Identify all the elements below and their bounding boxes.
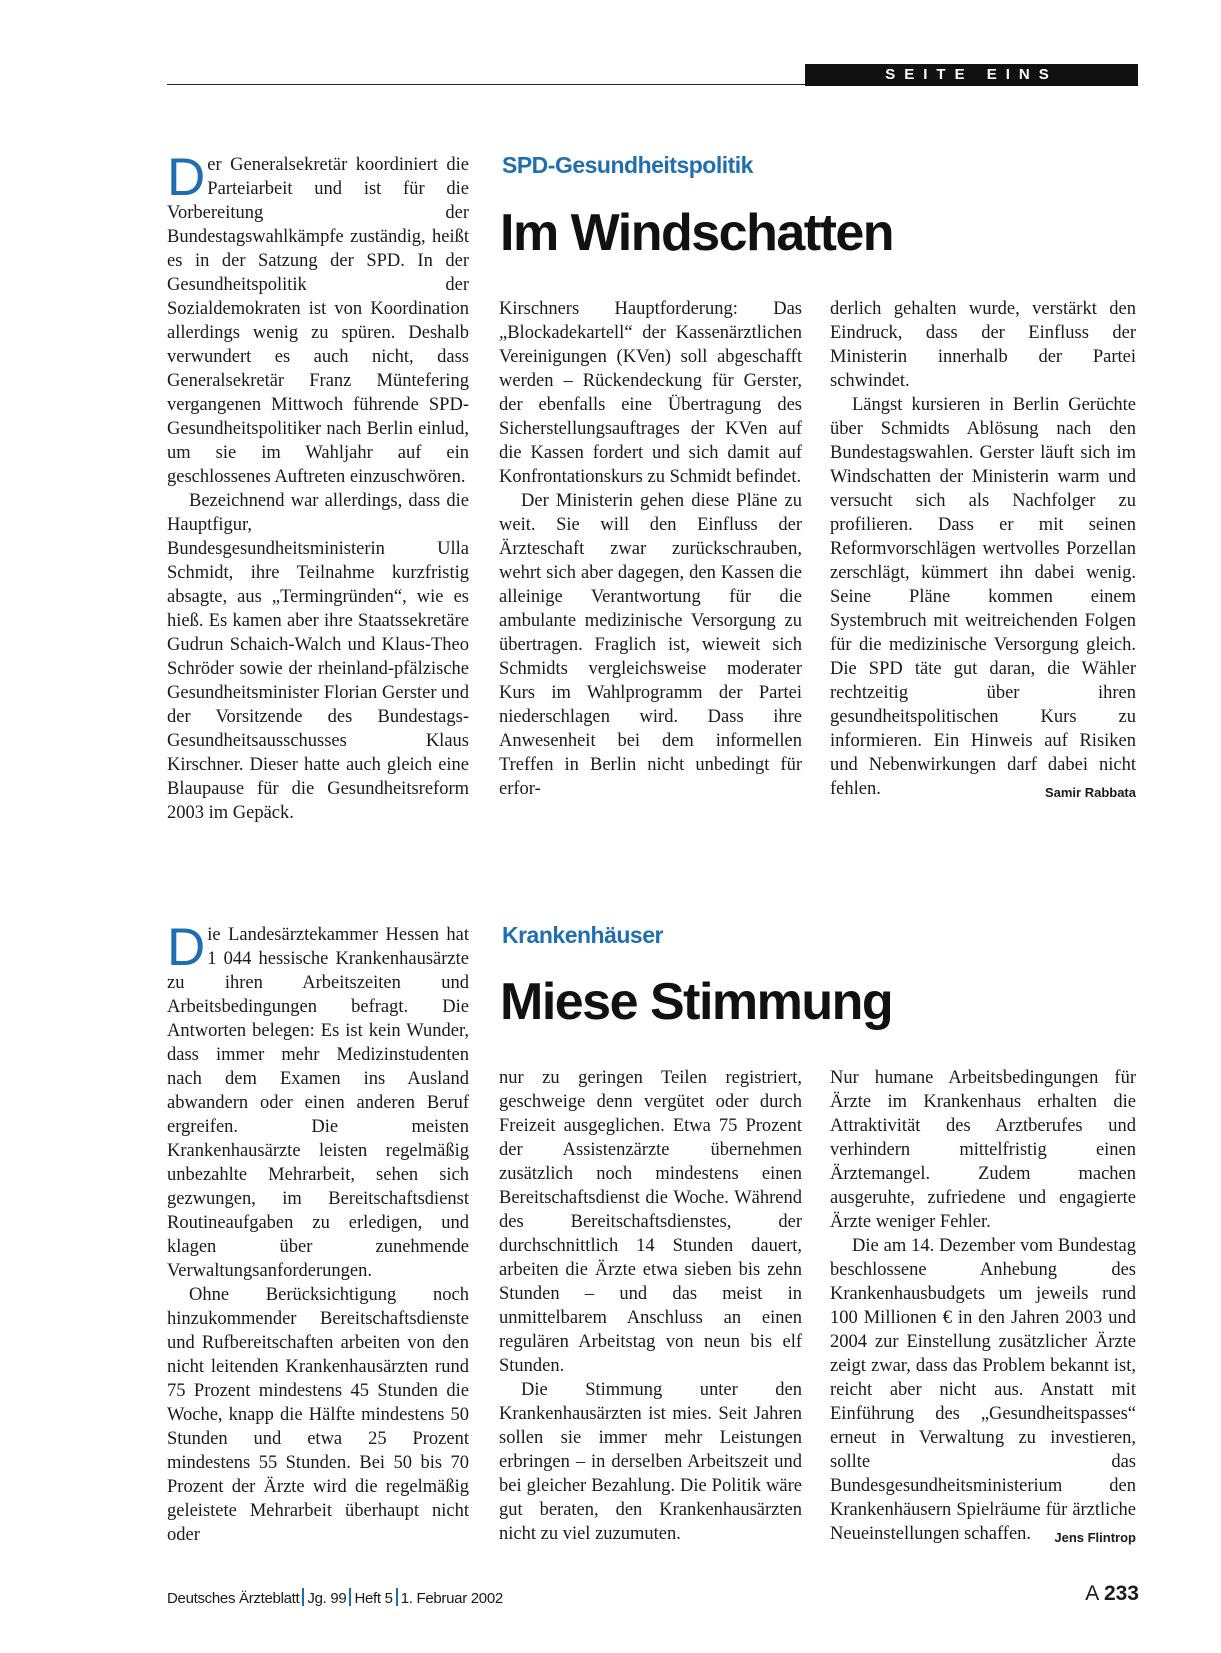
separator	[349, 1588, 351, 1606]
article1-col3-p1: derlich gehalten wurde, verstärkt den Eindruck, dass der Einfluss der Ministerin innerhalb der Partei schwindet.	[830, 299, 1136, 391]
separator	[302, 1588, 304, 1606]
article2-headline: Miese Stimmung	[500, 973, 893, 1031]
byline: Jens Flintrop	[1054, 1530, 1136, 1545]
article1-col1-p2: Bezeichnend war allerdings, dass die Hauptfigur, Bundesgesundheitsministerin Ulla Schmidt, ihre Teilnahme kurzfristig absagte, aus „Termingründen“, wie es hieß. Es kamen aber ihre Staatssekretäre Gudrun Schaich-Walch und Klaus-Theo Schröder sowie der rheinland-pfälzische Gesundheitsminister Florian Gerster und der Vorsitzende des Bundestags-Gesundheitsausschusses Klaus Kirschner. Dieser hatte auch gleich eine Blaupause für die Gesundheitsreform 2003 im Gepäck.	[167, 491, 469, 823]
volume: Jg. 99	[307, 1590, 347, 1607]
footer-citation	[167, 1588, 503, 1607]
article1-col2-p1: Kirschners Hauptforderung: Das „Blockadekartell“ der Kassenärztlichen Vereinigungen (KVen) soll abgeschafft werden – Rückendeckung für Gerster, der ebenfalls eine Übertragung des Sicherstellungsauftrages der KVen auf die Kassen fordert und sich damit auf Konfrontationskurs zu Schmidt befindet.	[499, 299, 802, 487]
dropcap: D	[167, 148, 206, 207]
article1-col3-p2	[830, 393, 1136, 801]
article1-col2-p2: Der Ministerin gehen diese Pläne zu weit. Sie will den Einfluss der Ärzteschaft zwar zurückschrauben, wehrt sich aber dagegen, den Kassen die alleinige Verantwortung für die ambulante medizinische Versorgung zu übertragen. Fraglich ist, wieweit sich Schmidts vergleichsweise moderater Kurs im Wahlprogramm der Partei niederschlagen wird. Dass ihre Anwesenheit bei dem informellen Treffen in Berlin nicht unbedingt für erfor-	[499, 491, 802, 799]
article2-col1-p2: Ohne Berücksichtigung noch hinzukommender Bereitschaftsdienste und Rufbereitschaften arbeiten von den nicht leitenden Krankenhausärzten rund 75 Prozent mindestens 45 Stunden die Woche, knapp die Hälfte mindestens 50 Stunden und etwa 25 Prozent mindestens 55 Stunden. Bei 50 bis 70 Prozent der Ärzte wird die regelmäßig geleistete Mehrarbeit überhaupt nicht oder	[167, 1285, 469, 1545]
issue: Heft 5	[354, 1590, 393, 1607]
date: 1. Februar 2002	[400, 1590, 503, 1607]
section-label: SEITE EINS	[805, 64, 1138, 86]
journal-name: Deutsches Ärzteblatt	[167, 1590, 300, 1607]
article2-col2-p1: nur zu geringen Teilen registriert, geschweige denn vergütet oder durch Freizeit ausgeglichen. Etwa 75 Prozent der Assistenzärzte übernehmen zusätzlich noch mindestens einen Bereitschaftsdienst die Woche. Während des Bereitschaftsdienstes, der durchschnittlich 14 Stunden dauert, arbeiten die Ärzte etwa sieben bis zehn Stunden – und das meist in unmittelbarem Anschluss an einen regulären Arbeitstag von neun bis elf Stunden.	[499, 1068, 802, 1376]
article1-col3-p2-text: Längst kursieren in Berlin Gerüchte über Schmidts Ablösung nach den Bundestagswahlen. Gerster läuft sich im Windschatten der Ministerin warm und versucht sich als Nachfolger zu profilieren. Dass er mit seinen Reformvorschlägen wertvolles Porzellan zerschlägt, kümmert ihn dabei wenig. Seine Pläne kommen einem Systembruch mit weitreichenden Folgen für die medizinische Versorgung gleich. Die SPD täte gut daran, die Wähler rechtzeitig über ihren gesundheitspolitischen Kurs zu informieren. Ein Hinweis auf Risiken und Nebenwirkungen darf dabei nicht fehlen.	[830, 395, 1136, 799]
article2-col2-p2: Die Stimmung unter den Krankenhausärzten ist mies. Seit Jahren sollen sie immer mehr Leistungen erbringen – in derselben Arbeitszeit und bei gleicher Bezahlung. Die Politik wäre gut beraten, den Krankenhausärzten nicht zu viel zuzumuten.	[499, 1380, 802, 1544]
article1-col1	[167, 148, 469, 825]
article2-kicker: Krankenhäuser	[502, 922, 663, 948]
article1-col3	[830, 297, 1136, 805]
header-rule	[167, 84, 805, 85]
article1-col1-p1	[167, 148, 469, 489]
article2-col2	[499, 1066, 802, 1546]
article1-kicker: SPD-Gesundheitspolitik	[502, 152, 753, 178]
separator	[396, 1588, 398, 1606]
article1-col2	[499, 297, 802, 801]
dropcap: D	[167, 918, 206, 977]
article2-col3-p2	[830, 1234, 1136, 1546]
article2-col1-p1	[167, 918, 469, 1283]
article1-col1-p1-text: er Generalsekretär koordiniert die Parteiarbeit und ist für die Vorbereitung der Bundestagswahlkämpfe zuständig, heißt es in der Satzung der SPD. In der Gesundheitspolitik der Sozialdemokraten ist von Koordination allerdings wenig zu spüren. Deshalb verwundert es auch nicht, dass Generalsekretär Franz Müntefering vergangenen Mittwoch führende SPD-Gesundheitspolitiker nach Berlin einlud, um sie im Wahljahr auf ein geschlossenes Auftreten einzuschwören.	[167, 155, 469, 487]
page-number	[1085, 1582, 1139, 1606]
article2-col1	[167, 918, 469, 1547]
article1-headline: Im Windschatten	[500, 204, 894, 262]
byline: Samir Rabbata	[1044, 785, 1136, 800]
page-prefix: A	[1085, 1582, 1099, 1605]
page-number-value: 233	[1103, 1582, 1139, 1605]
article2-col3	[830, 1066, 1136, 1550]
article2-col3-p1: Nur humane Arbeitsbedingungen für Ärzte im Krankenhaus erhalten die Attraktivität des Arztberufes und verhindern mittelfristig einen Ärztemangel. Zudem machen ausgeruhte, zufriedene und engagierte Ärzte weniger Fehler.	[830, 1068, 1136, 1232]
article2-col1-p1-text: ie Landesärztekammer Hessen hat 1 044 hessische Krankenhausärzte zu ihren Arbeitszeiten und Arbeitsbedingungen befragt. Die Antworten belegen: Es ist kein Wunder, dass immer mehr Medizinstudenten nach dem Examen ins Ausland abwandern oder einen anderen Beruf ergreifen. Die meisten Krankenhausärzte leisten regelmäßig unbezahlte Mehrarbeit, sehen sich gezwungen, im Bereitschaftsdienst Routineaufgaben zu erledigen, und klagen über zunehmende Verwaltungsanforderungen.	[167, 925, 469, 1281]
article2-col3-p2-text: Die am 14. Dezember vom Bundestag beschlossene Anhebung des Krankenhausbudgets um jeweils rund 100 Millionen € in den Jahren 2003 und 2004 zur Einstellung zusätzlicher Ärzte zeigt zwar, dass das Problem bekannt ist, reicht aber nicht aus. Anstatt mit Einführung des „Gesundheitspasses“ erneut in Verwaltung zu investieren, sollte das Bundesgesundheitsministerium den Krankenhäusern Spielräume für ärztliche Neueinstellungen schaffen.	[830, 1236, 1136, 1544]
